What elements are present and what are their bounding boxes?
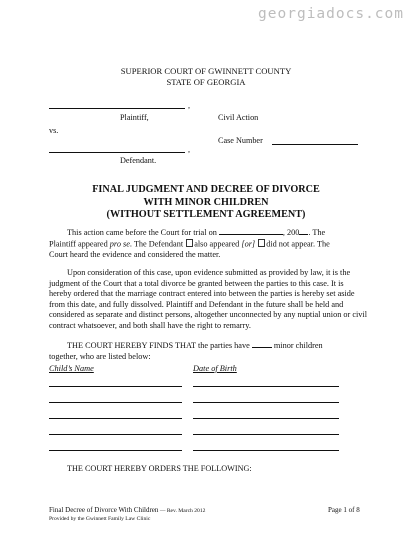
child-name-line [49, 402, 182, 403]
child-name-line [49, 434, 182, 435]
child-name-line [49, 386, 182, 387]
defendant-comma: , [188, 145, 191, 154]
court-header [0, 66, 412, 88]
vs-label: vs. [49, 126, 59, 135]
judgment-paragraph: Upon consideration of this case, upon evidence submitted as provided by law, it is the judgment of the Court that a total divorce be granted between the parties to this case. It is hereby ordered that the marriage contract entered into between the parties is hereby set aside from this date, and fully dissolved. Plaintiff and Defendant in the future shall be held and considered as separate and distinct persons, altogether unconnected by any nuptial union or civil contract whatsoever, and both shall have the right to remarry. [49, 268, 367, 330]
document-title [0, 184, 412, 222]
case-number-line [272, 144, 358, 145]
court-name: SUPERIOR COURT OF GWINNETT COUNTY [120, 66, 292, 76]
date-of-birth-header: Date of Birth [193, 364, 237, 373]
findings-paragraph: THE COURT HEREBY FINDS THAT the parties have minor children together, who are listed below: [49, 341, 323, 361]
children-count-blank [252, 340, 272, 348]
childs-name-header: Child’s Name [49, 364, 94, 373]
child-name-line [49, 450, 182, 451]
title-line-2: WITH MINOR CHILDREN [143, 196, 269, 208]
plaintiff-comma: , [188, 101, 191, 110]
court-state: STATE OF GEORGIA [166, 77, 246, 87]
child-name-line [49, 418, 182, 419]
trial-date-blank [219, 227, 283, 235]
also-appeared-checkbox[interactable] [186, 239, 193, 247]
page-number: Page 1 of 8 [328, 506, 360, 514]
trial-paragraph: This action came before the Court for trial on , 200 . The Plaintiff appeared pro se. The Defendant also appeared [or] did not appear. The Court heard the evidence and considered the matter. [49, 228, 330, 259]
defendant-line [49, 152, 185, 153]
plaintiff-line [49, 108, 185, 109]
title-line-3: (WITHOUT SETTLEMENT AGREEMENT) [106, 209, 306, 220]
did-not-appear-checkbox[interactable] [258, 239, 265, 247]
defendant-label: Defendant. [120, 156, 157, 165]
watermark: georgiadocs.com [258, 6, 404, 22]
footer-revision: — Rev. March 2012 [158, 508, 206, 514]
plaintiff-label: Plaintiff, [120, 113, 149, 122]
case-number-label: Case Number [218, 136, 263, 145]
orders-heading: THE COURT HEREBY ORDERS THE FOLLOWING: [67, 464, 252, 473]
title-line-1: FINAL JUDGMENT AND DECREE OF DIVORCE [92, 184, 320, 195]
footer-title: Final Decree of Divorce With Children [49, 506, 159, 514]
footer-left [49, 506, 205, 522]
child-dob-line [193, 450, 339, 451]
civil-action-label: Civil Action [218, 113, 259, 122]
child-dob-line [193, 434, 339, 435]
child-dob-line [193, 418, 339, 419]
child-dob-line [193, 386, 339, 387]
child-dob-line [193, 402, 339, 403]
footer-provider: Provided by the Gwinnett Family Law Clinic [49, 516, 151, 522]
